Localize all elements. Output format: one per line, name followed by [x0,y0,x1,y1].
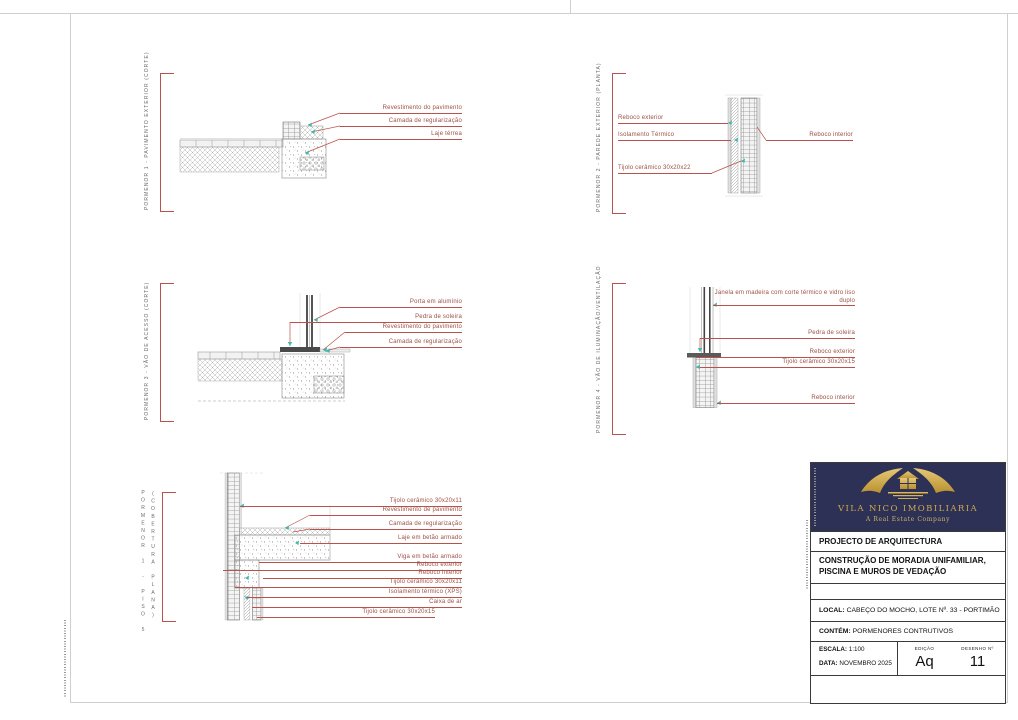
hardcore-layer [314,376,344,393]
hardcore-layer [300,157,324,170]
scale-date-row [811,641,1005,675]
edicao-cell [898,642,951,676]
leader-label: Reboco exterior [618,115,728,124]
leader-label: Reboco exterior [696,349,855,358]
leader-label: Revestimento do pavimento [340,105,462,114]
company-emblem [843,465,973,505]
leader-label: Porta em alumínio [340,299,462,308]
brick-wall [741,98,757,193]
project-type: PROJECTO DE ARQUITECTURA [819,537,943,546]
leader-label: Tijolo cerâmico 30x20x11 [240,498,462,507]
detail-pormenor-1 [140,51,470,230]
local-value: CABEÇO DO MOCHO, LOTE Nº. 33 - PORTIMÃO [846,607,1000,614]
leader-label: Janela em madeira com corte térmico e vidro liso duplo [713,290,855,306]
leader-label: Tijolo cerâmico 30x20x11 [235,579,462,588]
contem-value: PORMENORES CONTRUTIVOS [852,628,954,635]
project-title-row [811,551,1005,583]
contem-label: CONTÉM: [819,628,851,635]
render-exterior [693,358,696,408]
escala-label: ESCALA: [819,646,847,653]
leader-label: Reboco interior [717,395,855,404]
render-exterior [728,98,731,193]
local-row [811,599,1005,621]
detail-pormenor-3 [140,275,470,443]
leader-label: Isolamento Térmico [618,132,731,141]
leader-label: Revestimento de pavimento [310,507,462,516]
leader-label: Reboco exterior [223,562,462,571]
detail-title-vertical: PORMENOR 3 - VÃO DE ACESSO (CORTE) [144,281,150,420]
leader-label: Camada de regularização [340,118,462,127]
fine-print-vertical [64,620,66,698]
company-tagline: A Real Estate Company [865,516,951,523]
desenho-value: 11 [969,653,986,670]
render-exterior [225,473,228,620]
ground-hatch [180,147,279,172]
detail-title-vertical: PORMENOR 4 - VÃO DE ILUMINAÇÃO/VENTILAÇÃO [596,265,602,433]
desenho-label: DESENHO Nº [961,646,994,651]
sheet-border-left [70,13,71,703]
scale-date-cell [811,642,897,676]
leader-label: Laje térrea [340,131,462,140]
edicao-label: EDIÇÃO [914,646,935,651]
leader-label: Reboco interior [766,132,853,141]
leader-label: Tijolo cerâmico 30x20x15 [257,609,435,618]
leader-label: Tijolo cerâmico 30x20x15 [700,359,855,368]
detail-pormenor-5 [135,460,475,650]
company-logo [811,463,1005,531]
leader-label: Camada de regularização [310,521,462,530]
leader-label: Pedra de soleira [700,330,855,339]
pavement-slab [180,139,283,148]
pavement-slab [198,352,280,359]
detail-title-vertical: PORMENOR 2 - PAREDE EXTERIOR (PLANTA) [596,62,602,212]
leader-label: Caixa de ar [252,599,462,608]
local-label: LOCAL: [819,607,845,614]
sheet-border-right [1007,13,1008,703]
detail-pormenor-2 [595,62,875,230]
window-frame [702,287,714,353]
leader-label: Reboco interior [263,570,462,579]
project-type-row [811,531,1005,551]
detail-pormenor-4 [595,265,875,443]
empty-row [811,583,1005,599]
detail-subtitle-vertical: (COBERTURA PLANA) [150,491,156,621]
leader-label: Camada de regularização [340,339,462,348]
sheet-fold-mark [570,0,571,13]
data-label: DATA: [819,660,838,667]
desenho-cell [951,642,1004,676]
edicao-value: Aq [915,653,934,670]
detail-title-vertical: PORMENOR 1 - PAVIMENTO EXTERIOR (CORTE) [144,51,150,210]
leader-label: Isolamento térmico (XPS) [247,589,462,598]
data-value: NOVEMBRO 2025 [839,660,892,667]
contem-row [811,621,1005,641]
detail-drawing [140,51,470,230]
masonry-block [283,122,300,139]
leader-label: Viga em betão armado [259,554,462,563]
project-title: CONSTRUÇÃO DE MORADIA UNIFAMILIAR, PISCINA E MUROS DE VEDAÇÃO [819,556,986,576]
leader-label: Laje em betão armado [300,535,462,544]
screed-layer [300,126,323,139]
detail-drawing [595,62,875,230]
detail-title-vertical: PORMENOR 1 - PISO 5 [140,490,146,635]
render-interior [757,98,760,193]
ground-hatch [198,359,282,381]
empty-bottom-row [811,675,1005,703]
threshold-stone [280,347,320,352]
fine-print-vertical [806,520,808,590]
company-name: VILA NICO IMOBILIARIA [837,504,979,514]
escala-value: 1:100 [848,646,865,653]
title-block [810,462,1006,704]
sheet-border-top [0,13,1018,14]
leader-label: Pedra de soleira [290,314,462,323]
insulation-layer [731,98,738,193]
leader-label: Revestimento do pavimento [345,324,462,333]
leader-label: Tijolo cerâmico 30x20x22 [618,165,712,174]
